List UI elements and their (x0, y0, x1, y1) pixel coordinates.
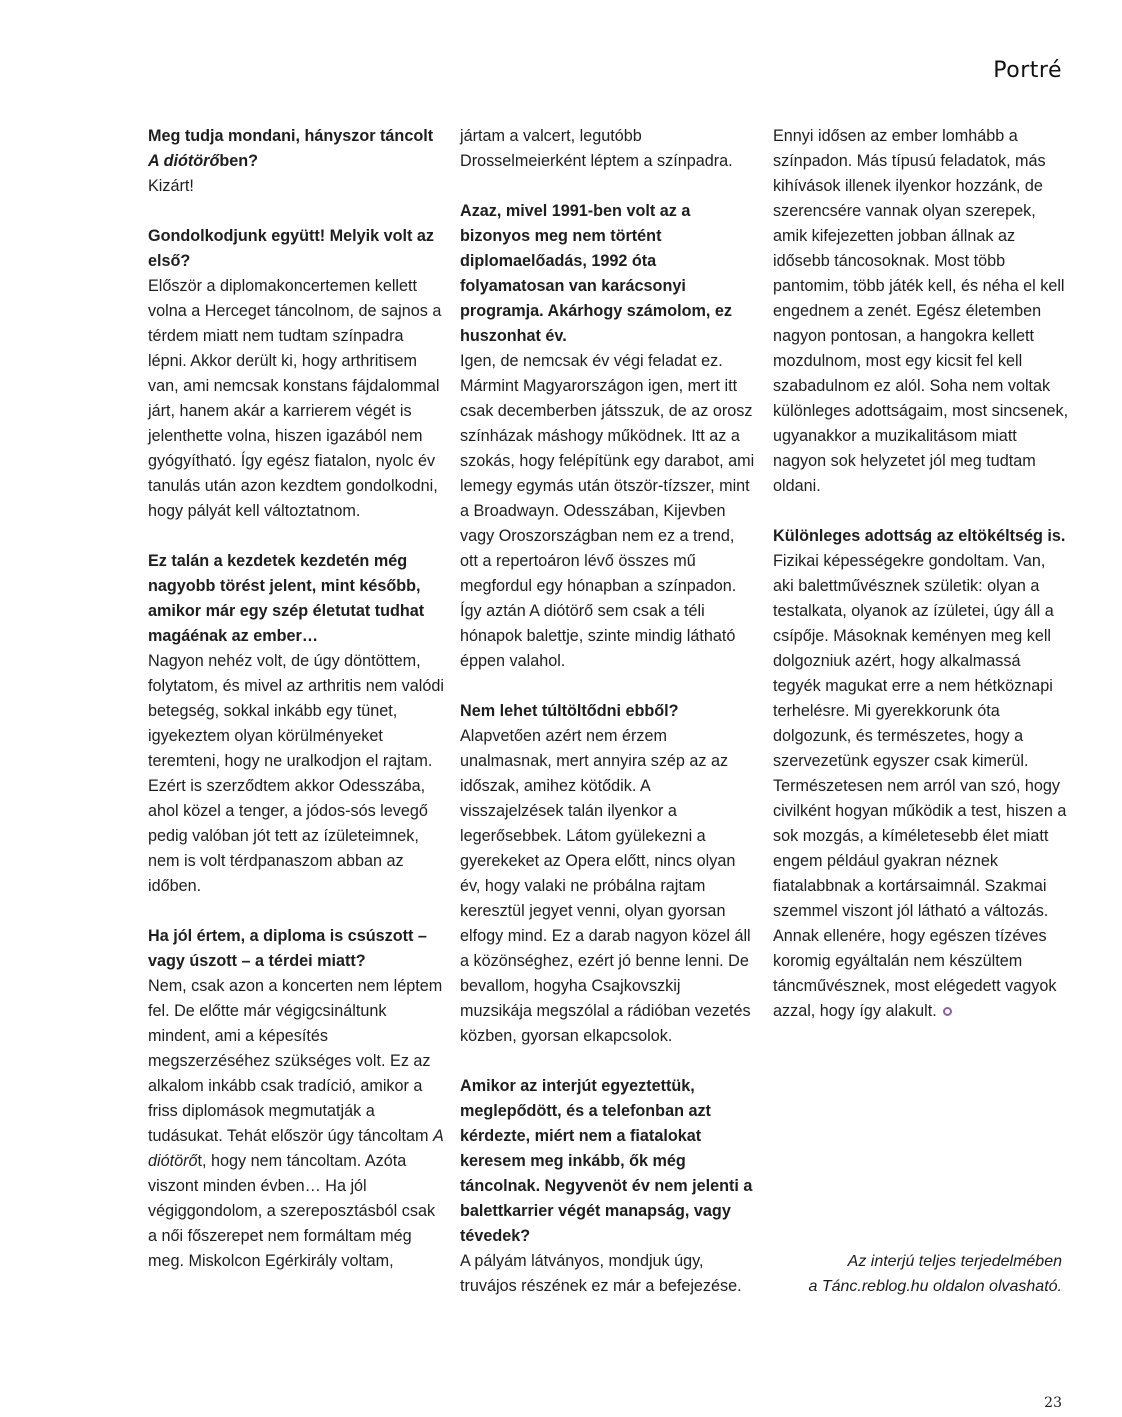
question: Azaz, mivel 1991-ben volt az a bizonyos meg nem történt diplomaelőadás, 1992 óta folyamatosan van karácsonyi programja. Akárhogy számolom, ez huszonhat év. (460, 202, 732, 345)
answer-text: Fizikai képességekre gondoltam. Van, aki balettművésznek születik: olyan a testalkata, olyanok az ízületei, úgy áll a csípője. Másoknak keményen meg kell dolgozniuk azért, hogy alkalmassá tegyék magukat erre a nem hétköznapi terhelésre. Mi gyerekkorunk óta dolgozunk, és természetes, hogy a szervezetünk egyszer csak kimerül. Természetesen nem arról van szó, hogy civilként hogyan működik a test, hiszen a sok mozgás, a kíméletesebb élet miatt engem például gyakran néznek fiatalabbnak a kortársaimnál. Szakmai szemmel viszont jól látható a változás. Annak ellenére, hogy egészen tízéves koromig egyáltalán nem készültem táncművésznek, most elégedett vagyok azzal, hogy így alakult. (773, 552, 1067, 1020)
qa-block (460, 199, 756, 674)
article-column-1 (148, 124, 444, 1299)
section-title: Portré (993, 58, 1062, 83)
question: Amikor az interjút egyeztettük, meglepődött, és a telefonban azt kérdezte, miért nem a fiatalokat keresem meg inkább, ők még táncolnak. Negyvenöt év nem jelenti a balettkarrier végét manapság, vagy tévedek? (460, 1077, 753, 1245)
answer: Kizárt! (148, 177, 194, 195)
question: Ez talán a kezdetek kezdetén még nagyobb törést jelent, mint később, amikor már egy szép életutat tudhat magáénak az ember… (148, 552, 425, 645)
answer: A pályám látványos, mondjuk úgy, truvájos részének ez már a befejezése. (460, 1252, 742, 1295)
question-text: Meg tudja mondani, hányszor táncolt (148, 127, 434, 145)
qa-block (148, 924, 444, 1274)
credit-line: Az interjú teljes terjedelmében (847, 1253, 1062, 1270)
source-credit (762, 1249, 1062, 1299)
answer: Alapvetően azért nem érzem unalmasnak, mert annyira szép az az időszak, amihez kötődik. A visszajelzések talán ilyenkor a legerősebbek. Látom gyülekezni a gyerekeket az Opera előtt, nincs olyan év, hogy valaki ne próbálna rajtam keresztül jegyet venni, olyan gyorsan elfogy mind. Ez a darab nagyon közel áll a közönséghez, ezért jó benne lenni. De bevallom, hogyha Csajkovszkij muzsikája megszólal a rádióban vezetés közben, gyorsan elkapcsolok. (460, 727, 751, 1045)
question: Gondolkodjunk együtt! Melyik volt az első? (148, 227, 435, 270)
question (148, 124, 444, 174)
question: Ha jól értem, a diploma is csúszott – vagy úszott – a térdei miatt? (148, 927, 427, 970)
qa-block (773, 524, 1069, 1024)
qa-block (460, 1074, 756, 1299)
answer: Ennyi idősen az ember lomhább a színpadon. Más típusú feladatok, más kihívások illenek ilyenkor hozzánk, de szerencsére vannak olyan szerepek, amik kifejezetten jobban állnak az idősebb táncosoknak. Most több pantomim, több játék kell, és néha el kell engednem a zenét. Egész életemben nagyon pontosan, a hangokra kellett mozdulnom, most egy kicsit fel kell szabadulnom ez alól. Soha nem voltak különleges adottságaim, most sincsenek, ugyanakkor a muzikalitásom miatt nagyon sok helyzetet jól meg tudtam oldani. (773, 127, 1069, 495)
question: Különleges adottság az eltökéltség is. (773, 527, 1066, 545)
qa-block (148, 224, 444, 524)
article-column-2 (460, 124, 756, 1324)
question: Nem lehet túltöltődni ebből? (460, 702, 679, 720)
answer-text: Nem, csak azon a koncerten nem léptem fel. De előtte már végigcsináltunk mindent, ami a képesítés megszerzéséhez szükséges volt. Ez az alkalom inkább csak tradíció, amikor a friss diplomások megmutatják a tudásukat. Tehát először úgy táncoltam (148, 977, 443, 1145)
page-number: 23 (1044, 1395, 1062, 1411)
end-of-article-icon (943, 1007, 952, 1016)
italic-title: A diótörő (148, 152, 220, 170)
credit-line: a Tánc.reblog.hu oldalon olvasható. (808, 1278, 1062, 1295)
qa-block (460, 699, 756, 1049)
answer (773, 549, 1069, 1024)
article-column-3 (773, 124, 1069, 1049)
answer: Először a diplomakoncertemen kellett volna a Herceget táncolnom, de sajnos a térdem miatt nem tudtam színpadra lépni. Akkor derült ki, hogy arthritisem van, ami nemcsak konstans fájdalommal járt, hanem akár a karrierem végét is jelenthette volna, hiszen igazából nem gyógyítható. Így egész fiatalon, nyolc év tanulás után azon kezdtem gondolkodni, hogy pályát kell változtatnom. (148, 277, 442, 520)
qa-block (460, 124, 756, 174)
answer: Nagyon nehéz volt, de úgy döntöttem, folytatom, és mivel az arthritis nem valódi betegség, sokkal inkább egy tünet, igyekeztem olyan körülményeket teremteni, hogy ne uralkodjon el rajtam. Ezért is szerződtem akkor Odesszába, ahol közel a tenger, a jódos-sós levegő pedig valóban jót tett az ízületeimnek, nem is volt térdpanaszom abban az időben. (148, 652, 444, 895)
answer: jártam a valcert, legutóbb Drosselmeierként léptem a színpadra. (460, 127, 733, 170)
question-text: ben? (219, 152, 258, 170)
qa-block (148, 549, 444, 899)
qa-block (148, 124, 444, 199)
answer: Igen, de nemcsak év végi feladat ez. Mármint Magyarországon igen, mert itt csak decemberben játsszuk, de az orosz színházak máshogy működnek. Itt az a szokás, hogy felépítünk egy darabot, ami lemegy egymás után ötször-tízszer, mint a Broadwayn. Odesszában, Kijevben vagy Oroszországban nem ez a trend, ott a repertoáron lévő összes mű megfordul egy hónapban a színpadon. Így aztán A diótörő sem csak a téli hónapok balettje, szinte mindig látható éppen valahol. (460, 352, 755, 670)
answer-text: t, hogy nem táncoltam. Azóta viszont minden évben… Ha jól végiggondolom, a szereposztásból csak a női főszerepet nem formáltam még meg. Miskolcon Egérkirály voltam, (148, 1152, 436, 1270)
italic-title: A diótörő (148, 1127, 444, 1170)
answer (148, 974, 444, 1274)
qa-block (773, 124, 1069, 499)
